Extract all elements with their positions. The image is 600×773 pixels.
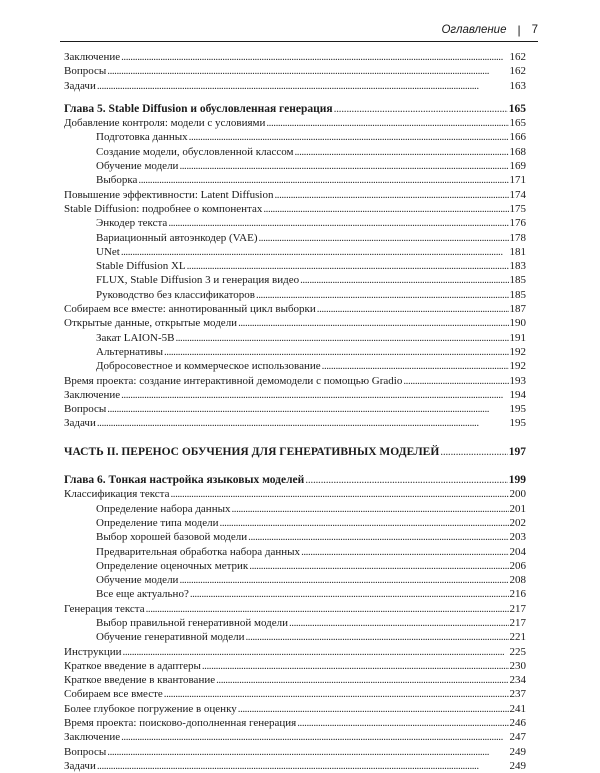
toc-entry-title: Подготовка данных (96, 131, 188, 144)
toc-entry-page: 216 (509, 588, 526, 601)
toc-entry-title: Закат LAION-5B (96, 331, 175, 344)
toc-entry-title: Все еще актуально? (96, 588, 189, 601)
dot-leader (107, 64, 508, 78)
dot-leader (138, 173, 508, 187)
toc-entry-page: 249 (509, 759, 526, 772)
toc-entry-page: 163 (509, 79, 526, 92)
toc-entry-page: 195 (509, 403, 526, 416)
spacer (64, 459, 526, 473)
toc-entry-title: Инструкции (64, 645, 122, 658)
toc-entry-title: Краткое введение в квантование (64, 674, 216, 687)
toc-entry-page: 175 (509, 202, 526, 215)
dot-leader (440, 445, 507, 459)
toc-entry-page: 192 (509, 345, 526, 358)
toc-block-chapter6 (64, 487, 526, 773)
dot-leader (107, 745, 508, 759)
toc-entry[interactable] (64, 673, 526, 687)
toc-entry-page: 195 (509, 417, 526, 430)
toc-entry-page: 230 (509, 659, 526, 672)
toc-entry-page: 193 (509, 374, 526, 387)
toc-entry[interactable] (64, 173, 526, 187)
dot-leader (263, 202, 508, 216)
toc-entry[interactable] (64, 659, 526, 673)
dot-leader (248, 530, 508, 544)
toc-entry[interactable] (64, 188, 526, 202)
toc-entry-page: 208 (509, 574, 526, 587)
toc-entry-page: 221 (509, 631, 526, 644)
toc-entry[interactable] (64, 116, 526, 130)
toc-entry-page: 168 (509, 145, 526, 158)
toc-entry[interactable] (64, 416, 526, 430)
toc-entry-page: 206 (509, 559, 526, 572)
toc-entry-page: 225 (509, 645, 526, 658)
toc-entry-page: 192 (509, 360, 526, 373)
toc-entry-page: 201 (509, 502, 526, 515)
header-section-title: Оглавление (441, 24, 507, 36)
toc-entry[interactable] (64, 374, 526, 388)
toc-entry-page: 181 (509, 245, 526, 258)
toc-entry[interactable] (64, 64, 526, 78)
toc-entry[interactable] (64, 245, 526, 259)
toc-entry[interactable] (64, 745, 526, 759)
toc-entry-page: 166 (509, 131, 526, 144)
toc-entry-title: Задачи (64, 417, 96, 430)
toc-entry-page: 202 (509, 516, 526, 529)
toc-entry-page: 187 (509, 303, 526, 316)
toc-entry-title: Энкодер текста (96, 217, 168, 230)
dot-leader (121, 388, 508, 402)
toc-entry-page: 162 (509, 51, 526, 63)
toc-entry-title: Заключение (64, 731, 121, 744)
dot-leader (123, 645, 509, 659)
toc-entry-title: Вопросы (64, 745, 107, 758)
dot-leader (238, 316, 508, 330)
toc-entry-title: Определение оценочных метрик (96, 559, 249, 572)
toc-entry-page: 174 (509, 188, 526, 201)
dot-leader (164, 687, 509, 701)
toc-entry[interactable] (64, 316, 526, 330)
toc-entry[interactable] (64, 159, 526, 173)
toc-entry-title: Время проекта: поисково-дополненная генерация (64, 717, 297, 730)
toc-entry[interactable] (64, 630, 526, 644)
toc-entry-title: Определение типа модели (96, 516, 219, 529)
dot-leader (189, 130, 509, 144)
toc-entry[interactable] (64, 388, 526, 402)
dot-leader (256, 288, 509, 302)
dot-leader (305, 473, 507, 487)
dot-leader (289, 616, 509, 630)
toc-entry-title: Определение набора данных (96, 502, 231, 515)
dot-leader (179, 573, 508, 587)
toc-entry[interactable] (64, 487, 526, 501)
toc-entry[interactable] (64, 79, 526, 93)
dot-leader (170, 487, 508, 501)
spacer (64, 431, 526, 445)
part-2-heading[interactable] (64, 445, 526, 459)
toc-entry-title: Альтернативы (96, 345, 163, 358)
toc-entry[interactable] (64, 730, 526, 744)
dot-leader (322, 359, 509, 373)
toc-entry-title: Задачи (64, 759, 96, 772)
toc-entry[interactable] (64, 302, 526, 316)
toc-entry-page: 183 (509, 260, 526, 273)
toc-entry-title: Генерация текста (64, 602, 145, 615)
toc-block-chapter5 (64, 116, 526, 431)
toc-entry-page: 203 (509, 531, 526, 544)
toc-entry-title: Выборка (96, 174, 138, 187)
toc-entry-page: 246 (509, 717, 526, 730)
part-2-title: ЧАСТЬ II. ПЕРЕНОС ОБУЧЕНИЯ ДЛЯ ГЕНЕРАТИВНЫХ МОДЕЛЕЙ (64, 445, 440, 458)
chapter-5-title: Глава 5. Stable Diffusion и обусловленная генерация (64, 102, 333, 115)
dot-leader (107, 402, 508, 416)
toc-entry[interactable] (64, 645, 526, 659)
toc-entry-page: 162 (509, 65, 526, 78)
toc-entry-title: Заключение (64, 51, 121, 63)
toc-entry-page: 190 (509, 317, 526, 330)
toc-entry-title: Обучение генеративной модели (96, 631, 245, 644)
toc-entry[interactable] (64, 616, 526, 630)
toc-block-chapter4-end (64, 50, 526, 93)
dot-leader (175, 331, 508, 345)
spacer (64, 93, 526, 102)
toc-entry-page: 178 (509, 231, 526, 244)
toc-entry-title: Более глубокое погружение в оценку (64, 702, 237, 715)
toc-entry[interactable] (64, 716, 526, 730)
toc-entry[interactable] (64, 359, 526, 373)
dot-leader (238, 702, 509, 716)
toc-entry-page: 176 (509, 217, 526, 230)
toc-entry-page: 185 (509, 288, 526, 301)
toc-entry-page: 194 (509, 388, 526, 401)
running-header (60, 20, 538, 40)
toc-entry[interactable] (64, 288, 526, 302)
toc-entry-title: Обучение модели (96, 160, 179, 173)
toc-entry[interactable] (64, 759, 526, 773)
dot-leader (317, 302, 509, 316)
dot-leader (187, 259, 509, 273)
dot-leader (249, 559, 508, 573)
toc-entry-title: Заключение (64, 388, 121, 401)
dot-leader (220, 516, 509, 530)
dot-leader (146, 602, 509, 616)
dot-leader (121, 50, 508, 64)
toc-entry-title: Добросовестное и коммерческое использование (96, 360, 321, 373)
toc-entry-page: 217 (509, 616, 526, 629)
toc-entry[interactable] (64, 687, 526, 701)
toc-entry-title: Повышение эффективности: Latent Diffusion (64, 188, 274, 201)
toc-entry[interactable] (64, 587, 526, 601)
toc-entry-title: Предварительная обработка набора данных (96, 545, 301, 558)
toc-entry-title: Выбор правильной генеративной модели (96, 616, 288, 629)
toc-entry-page: 200 (509, 488, 526, 501)
dot-leader (216, 673, 508, 687)
toc-entry-title: Вопросы (64, 65, 107, 78)
dot-leader (179, 159, 508, 173)
dot-leader (294, 145, 508, 159)
toc-entry-title: Краткое введение в адаптеры (64, 659, 201, 672)
toc-entry[interactable] (64, 331, 526, 345)
toc-entry-title: Вариационный автоэнкодер (VAE) (96, 231, 258, 244)
chapter-5-page: 165 (508, 102, 526, 115)
dot-leader (297, 716, 508, 730)
dot-leader (403, 374, 508, 388)
part-2-page: 197 (508, 445, 526, 458)
chapter-6-title: Глава 6. Тонкая настройка языковых моделей (64, 474, 305, 487)
toc-entry[interactable] (64, 559, 526, 573)
toc-entry[interactable] (64, 345, 526, 359)
toc-entry[interactable] (64, 602, 526, 616)
toc-entry-title: Добавление контроля: модели с условиями (64, 117, 266, 130)
toc-entry-page: 165 (509, 117, 526, 130)
dot-leader (266, 116, 508, 130)
dot-leader (190, 587, 509, 601)
toc-entry-page: 204 (509, 545, 526, 558)
table-of-contents (64, 50, 526, 773)
dot-leader (274, 188, 508, 202)
toc-entry-page: 217 (509, 602, 526, 615)
toc-entry[interactable] (64, 573, 526, 587)
chapter-6-heading[interactable] (64, 473, 526, 487)
toc-entry-title: Stable Diffusion: подробнее о компонентах (64, 202, 263, 215)
toc-entry[interactable] (64, 50, 526, 64)
dot-leader (97, 416, 509, 430)
toc-entry-title: Классификация текста (64, 488, 170, 501)
toc-entry-title: Собираем все вместе (64, 688, 163, 701)
toc-entry-title: Собираем все вместе: аннотированный цикл выборки (64, 303, 316, 316)
header-page-number: 7 (531, 24, 538, 36)
toc-entry-title: Руководство без классификаторов (96, 288, 255, 301)
toc-entry[interactable] (64, 502, 526, 516)
toc-entry-title: Открытые данные, открытые модели (64, 317, 238, 330)
toc-entry-title: Stable Diffusion XL (96, 260, 186, 273)
dot-leader (300, 273, 508, 287)
toc-entry-title: Выбор хорошей базовой модели (96, 531, 248, 544)
dot-leader (334, 102, 508, 116)
toc-entry-title: Вопросы (64, 403, 107, 416)
toc-entry[interactable] (64, 702, 526, 716)
chapter-6-page: 199 (508, 474, 526, 487)
toc-entry-page: 249 (509, 745, 526, 758)
dot-leader (121, 245, 509, 259)
header-rule (60, 41, 538, 42)
toc-entry-page: 241 (509, 702, 526, 715)
dot-leader (301, 545, 508, 559)
toc-entry[interactable] (64, 545, 526, 559)
toc-entry[interactable] (64, 216, 526, 230)
toc-entry[interactable] (64, 130, 526, 144)
toc-entry-page: 169 (509, 160, 526, 173)
toc-entry-page: 171 (509, 174, 526, 187)
toc-entry-title: UNet (96, 245, 120, 258)
dot-leader (245, 630, 508, 644)
chapter-5-heading[interactable] (64, 102, 526, 116)
toc-entry[interactable] (64, 259, 526, 273)
toc-entry[interactable] (64, 530, 526, 544)
dot-leader (121, 730, 508, 744)
toc-entry-title: Задачи (64, 79, 96, 92)
dot-leader (97, 759, 509, 773)
toc-entry-page: 247 (509, 731, 526, 744)
toc-entry-title: Обучение модели (96, 574, 179, 587)
toc-entry[interactable] (64, 202, 526, 216)
toc-entry[interactable] (64, 516, 526, 530)
toc-entry[interactable] (64, 145, 526, 159)
toc-entry-title: Время проекта: создание интерактивной демомодели с помощью Gradio (64, 374, 403, 387)
toc-entry-page: 237 (509, 688, 526, 701)
toc-entry[interactable] (64, 231, 526, 245)
dot-leader (97, 79, 509, 93)
header-separator: | (517, 23, 521, 37)
toc-entry-title: FLUX, Stable Diffusion 3 и генерация видео (96, 274, 300, 287)
toc-entry[interactable] (64, 273, 526, 287)
toc-entry-page: 191 (509, 331, 526, 344)
dot-leader (231, 502, 508, 516)
dot-leader (258, 231, 508, 245)
toc-entry-page: 234 (509, 674, 526, 687)
dot-leader (164, 345, 509, 359)
dot-leader (168, 216, 508, 230)
toc-entry-page: 185 (509, 274, 526, 287)
toc-entry[interactable] (64, 402, 526, 416)
toc-entry-title: Создание модели, обусловленной классом (96, 145, 294, 158)
dot-leader (202, 659, 509, 673)
